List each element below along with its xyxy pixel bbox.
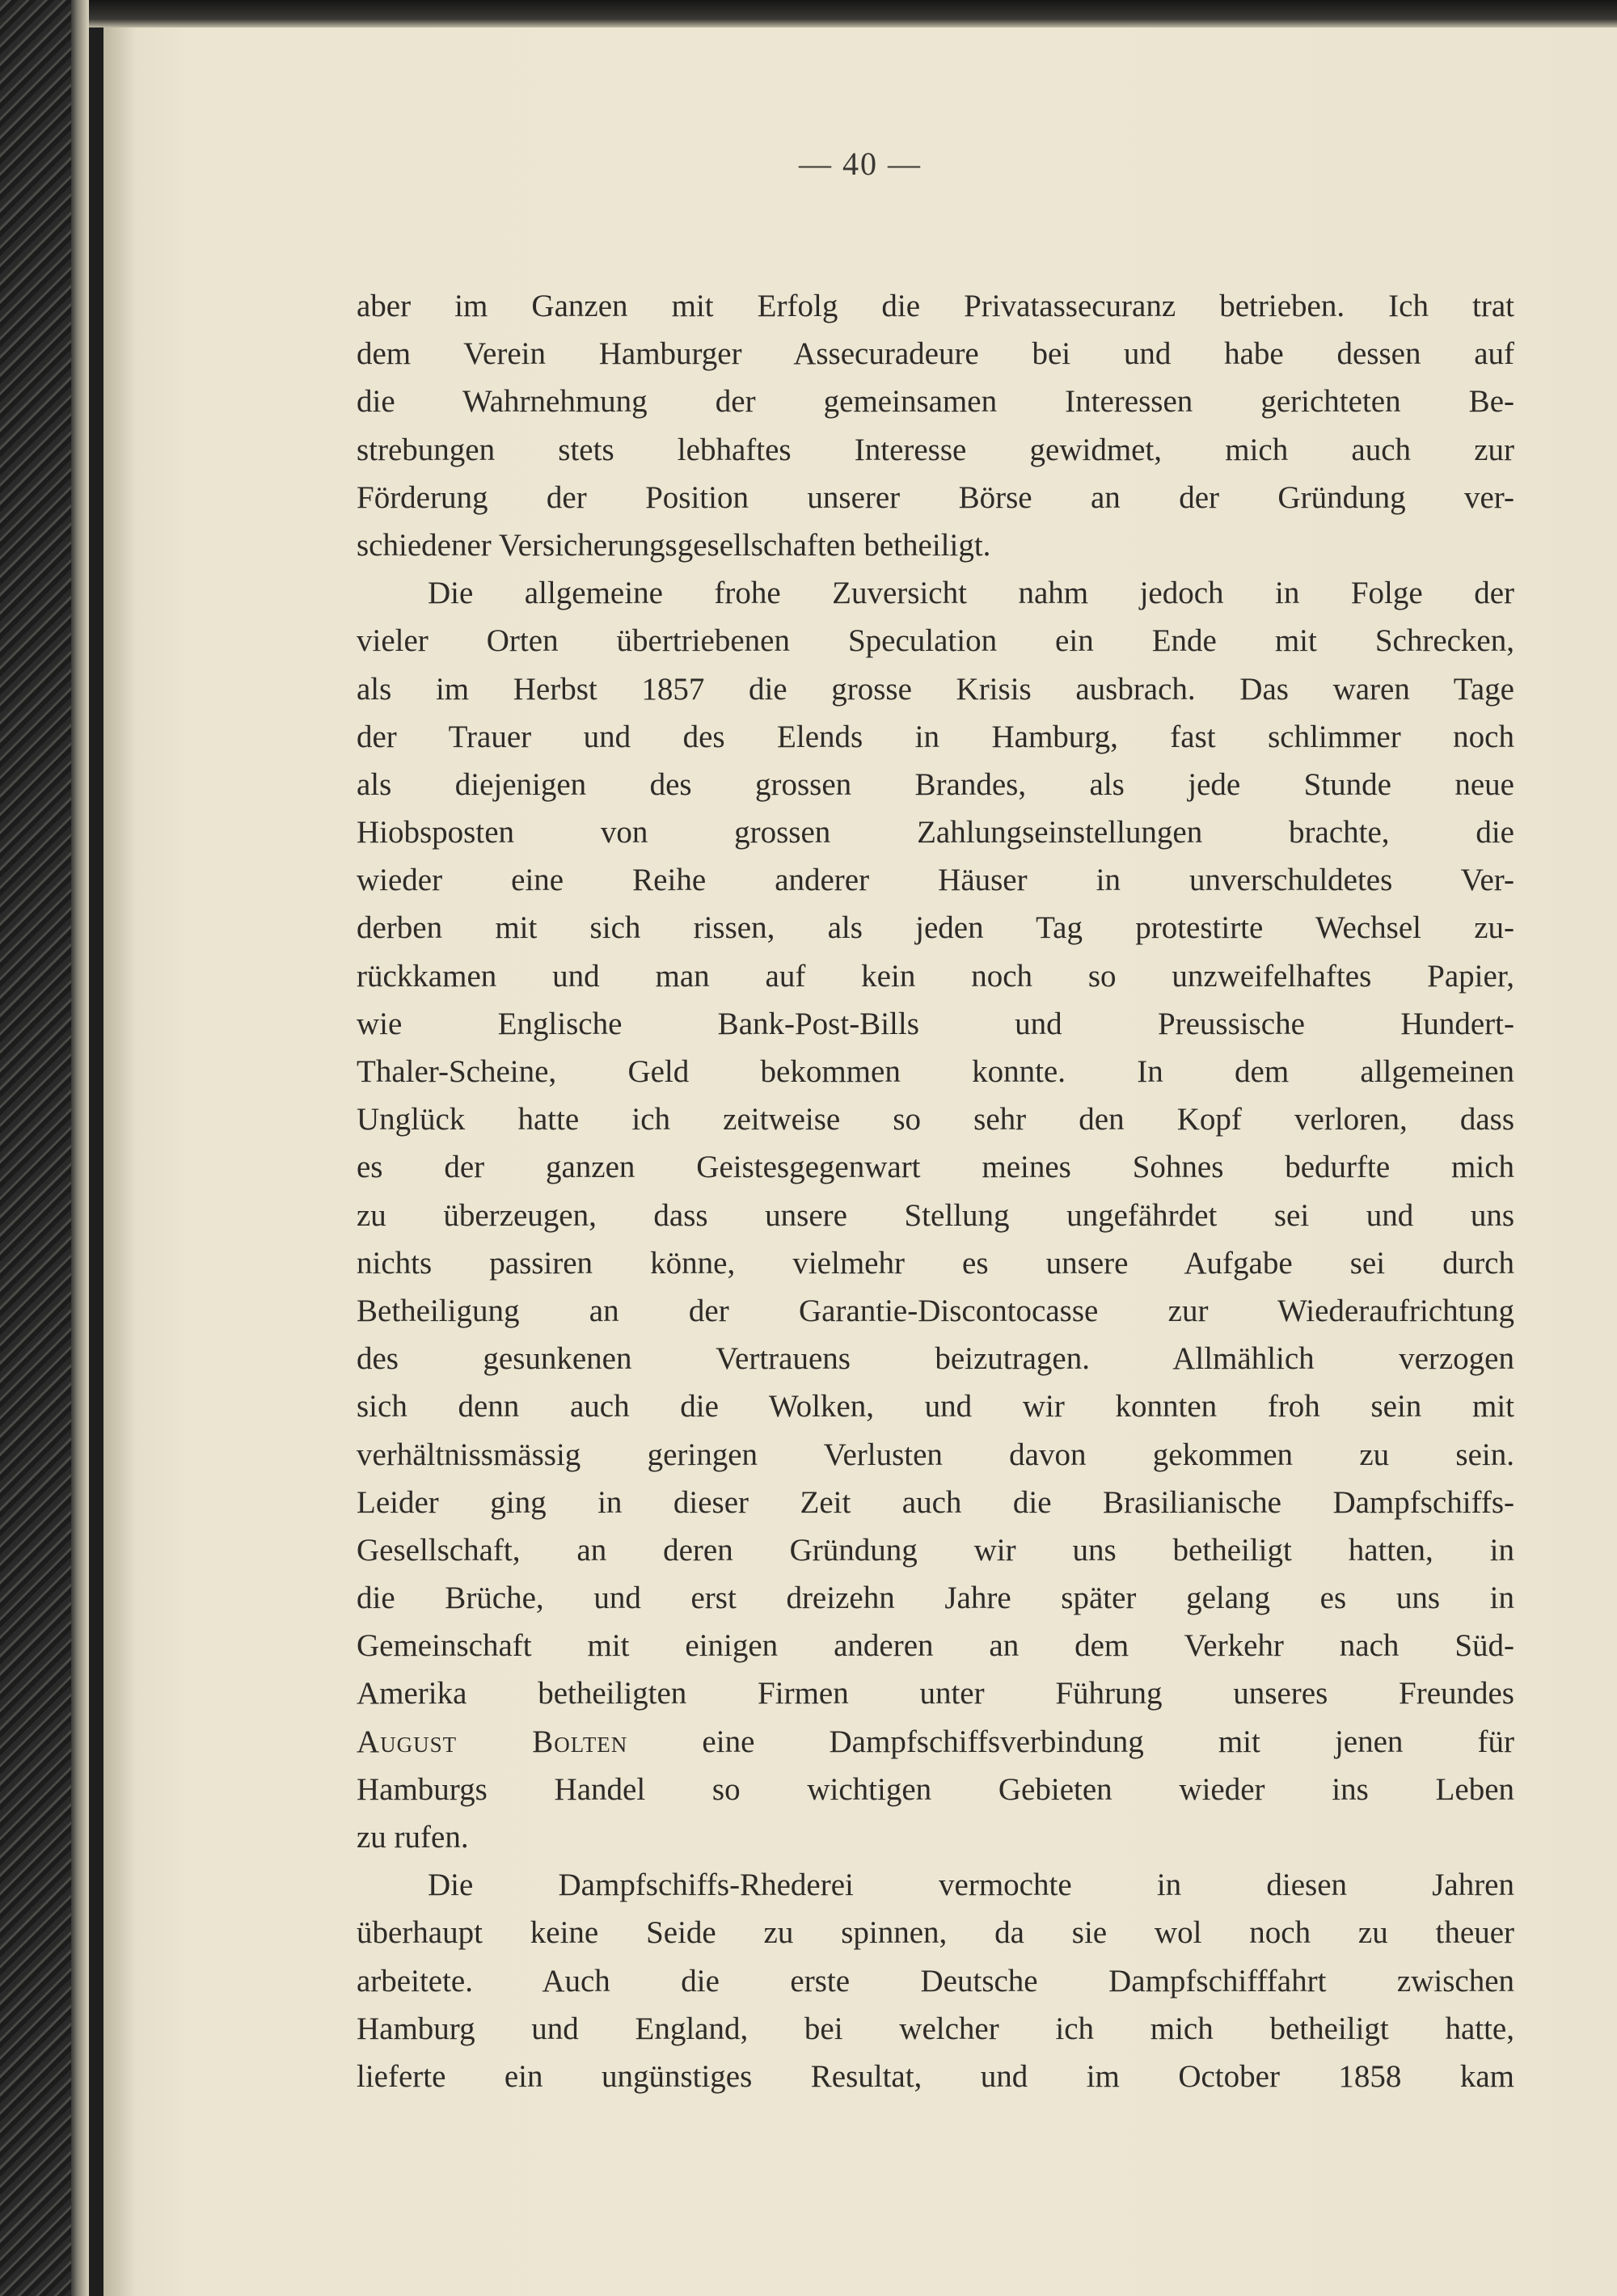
book-binding <box>0 0 89 2296</box>
page-top-edge <box>89 0 1617 27</box>
text-line: rückkamen und man auf kein noch so unzweifelhaftes Papier, <box>357 958 1514 994</box>
text-line: der Trauer und des Elends in Hamburg, fast schlimmer noch <box>357 719 1514 754</box>
text-line: Förderung der Position unserer Börse an der Gründung ver- <box>357 479 1514 515</box>
text-line: die Wahrnehmung der gemeinsamen Interessen gerichteten Be- <box>357 384 1514 420</box>
page-number: — 40 — <box>799 146 922 182</box>
text-line: Gemeinschaft mit einigen anderen an dem Verkehr nach Süd- <box>357 1628 1514 1664</box>
text-line: Die Dampfschiffs-Rhederei vermochte in diesen Jahren <box>428 1868 1514 1903</box>
text-line: als im Herbst 1857 die grosse Krisis ausbrach. Das waren Tage <box>357 671 1514 707</box>
text-line: als diejenigen des grossen Brandes, als jede Stunde neue <box>357 766 1514 802</box>
text-line: die Brüche, und erst dreizehn Jahre später gelang es uns in <box>357 1581 1514 1616</box>
text-line: Amerika betheiligten Firmen unter Führung unseres Freundes <box>357 1676 1514 1711</box>
text-line: sich denn auch die Wolken, und wir konnten froh sein mit <box>357 1389 1514 1424</box>
text-line: Betheiligung an der Garantie-Discontocasse zur Wiederaufrichtung <box>357 1293 1514 1328</box>
text-line: Unglück hatte ich zeitweise so sehr den Kopf verloren, dass <box>357 1102 1514 1137</box>
text-line: überhaupt keine Seide zu spinnen, da sie wol noch zu theuer <box>357 1915 1514 1951</box>
text-line: Hamburgs Handel so wichtigen Gebieten wieder ins Leben <box>357 1771 1514 1807</box>
text-line: Die allgemeine frohe Zuversicht nahm jedoch in Folge der <box>428 576 1514 611</box>
text-line: zu überzeugen, dass unsere Stellung ungefährdet sei und uns <box>357 1197 1514 1233</box>
text-line: Hamburg und England, bei welcher ich mich betheiligt hatte, <box>357 2011 1514 2046</box>
text-line: schiedener Versicherungsgesellschaften betheiligt. <box>357 527 991 563</box>
person-name: August Bolten <box>357 1724 628 1759</box>
text-line: Leider ging in dieser Zeit auch die Brasilianische Dampfschiffs- <box>357 1484 1514 1520</box>
text-line: dem Verein Hamburger Assecuradeure bei und habe dessen auf <box>357 336 1514 372</box>
text-line: arbeitete. Auch die erste Deutsche Dampfschifffahrt zwischen <box>357 1963 1514 1998</box>
text-line: strebungen stets lebhaftes Interesse gewidmet, mich auch zur <box>357 432 1514 467</box>
text-line: lieferte ein ungünstiges Resultat, und im October 1858 kam <box>357 2058 1514 2094</box>
text-line: zu rufen. <box>357 1820 469 1855</box>
text-line: derben mit sich rissen, als jeden Tag protestirte Wechsel zu- <box>357 910 1514 946</box>
text-line: des gesunkenen Vertrauens beizutragen. Allmählich verzogen <box>357 1341 1514 1377</box>
text-line: verhältnissmässig geringen Verlusten davon gekommen zu sein. <box>357 1437 1514 1472</box>
text-line: Thaler-Scheine, Geld bekommen konnte. In dem allgemeinen <box>357 1054 1514 1089</box>
body-text <box>357 282 1514 2100</box>
book-page <box>103 27 1617 2296</box>
text-line: es der ganzen Geistesgegenwart meines Sohnes bedurfte mich <box>357 1150 1514 1185</box>
text-line: aber im Ganzen mit Erfolg die Privatassecuranz betrieben. Ich trat <box>357 289 1514 323</box>
text-line-rest: eine Dampfschiffsverbindung mit jenen für <box>627 1724 1515 1759</box>
text-line: Gesellschaft, an deren Gründung wir uns betheiligt hatten, in <box>357 1532 1514 1568</box>
text-line: nichts passiren könne, vielmehr es unsere Aufgabe sei durch <box>357 1245 1514 1281</box>
text-line: Hiobsposten von grossen Zahlungseinstellungen brachte, die <box>357 815 1514 850</box>
text-line: wieder eine Reihe anderer Häuser in unverschuldetes Ver- <box>357 863 1514 898</box>
text-line: wie Englische Bank-Post-Bills und Preussische Hundert- <box>357 1006 1514 1041</box>
text-line: vieler Orten übertriebenen Speculation ein Ende mit Schrecken, <box>357 623 1514 659</box>
text-line <box>357 1718 1514 1766</box>
